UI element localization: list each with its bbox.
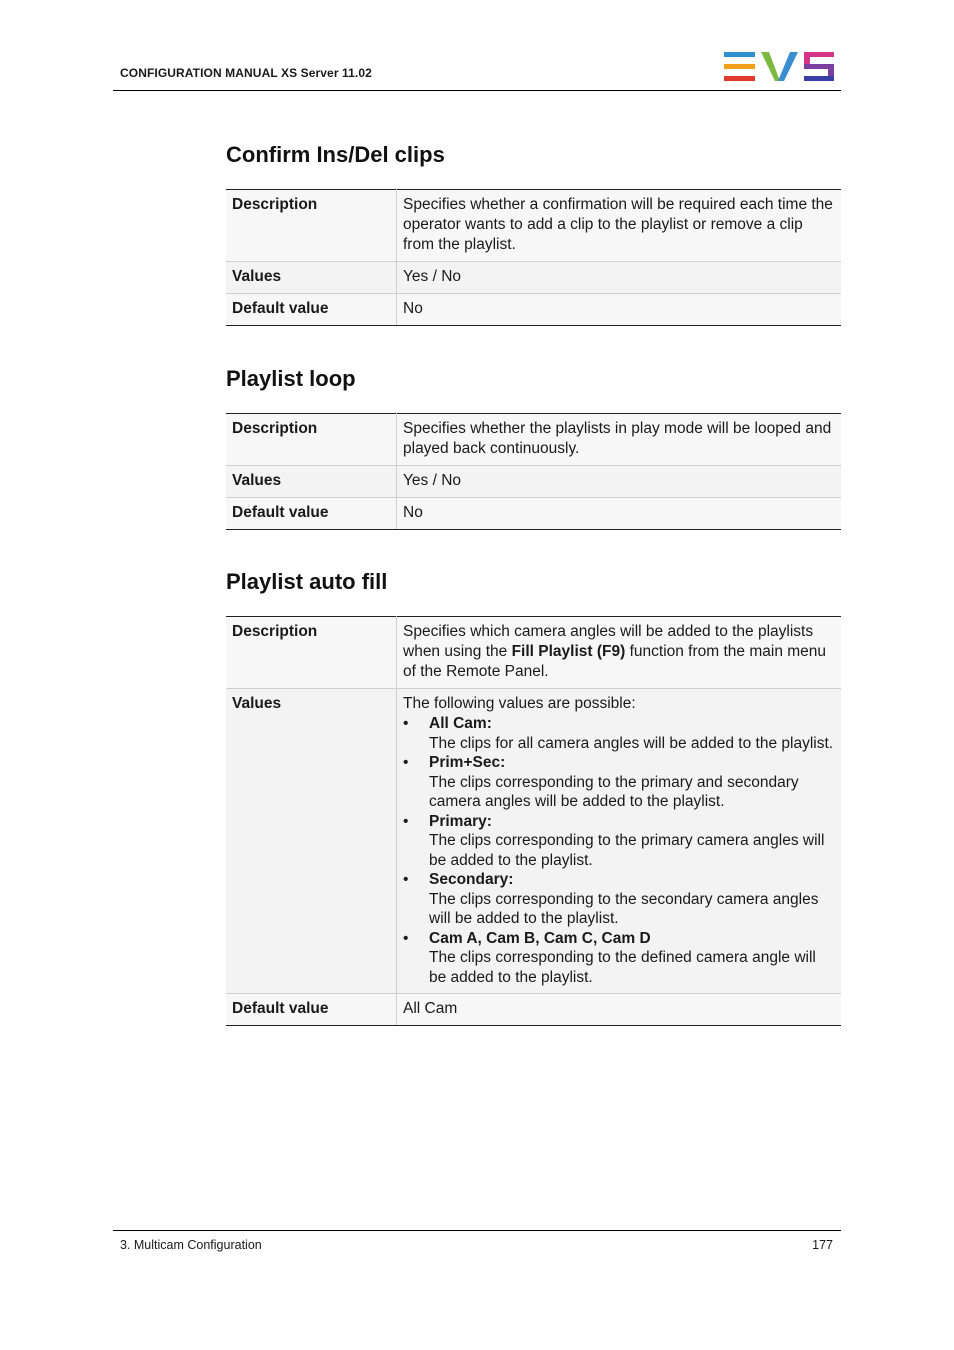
table-row: [226, 689, 841, 994]
table-row: [226, 262, 841, 294]
option-desc: The clips corresponding to the secondary camera angles will be added to the playlist.: [429, 890, 819, 927]
values-intro: The following values are possible:: [403, 695, 636, 712]
option-desc: The clips corresponding to the defined camera angle will be added to the playlist.: [429, 949, 816, 986]
row-label: Default value: [226, 294, 397, 326]
list-item: [403, 714, 835, 753]
option-name: • Prim+Sec:: [429, 754, 506, 771]
param-table-playlist-loop: [226, 413, 841, 530]
row-label: Default value: [226, 498, 397, 530]
evs-logo: [724, 52, 836, 82]
fill-playlist-command: Fill Playlist (F9): [511, 643, 626, 660]
values-text: Yes / No: [397, 466, 842, 498]
logo-e-top-bar: [724, 52, 755, 57]
logo-e-mid-bar: [724, 64, 755, 69]
list-item: [403, 870, 835, 929]
table-row: [226, 617, 841, 689]
default-value-text: No: [397, 498, 842, 530]
option-desc: The clips corresponding to the primary camera angles will be added to the playlist.: [429, 832, 825, 869]
description-post: function from the main menu of the Remote Panel.: [403, 643, 827, 680]
logo-v-left: [761, 52, 780, 81]
logo-v-right: [778, 52, 798, 81]
option-name: • All Cam:: [429, 715, 492, 732]
description-pre: Specifies which camera angles will be added to the playlists when using the: [403, 623, 814, 660]
description-text: [397, 617, 842, 689]
table-row: [226, 498, 841, 530]
table-row: [226, 994, 841, 1026]
default-value-text: No: [397, 294, 842, 326]
values-text: Yes / No: [397, 262, 842, 294]
logo-e-bot-bar: [724, 76, 755, 81]
logo-s-bot: [804, 76, 834, 81]
section-title-confirm-ins-del: Confirm Ins/Del clips: [226, 142, 445, 167]
section-title-playlist-auto-fill: Playlist auto fill: [226, 569, 388, 594]
list-item: [403, 753, 835, 812]
row-label: Description: [226, 190, 397, 262]
param-table-playlist-auto-fill: [226, 616, 841, 1026]
row-label: Values: [226, 262, 397, 294]
list-item: [403, 929, 835, 988]
param-table-confirm-ins-del: [226, 189, 841, 326]
table-row: [226, 294, 841, 326]
option-desc: The clips for all camera angles will be added to the playlist.: [429, 734, 834, 752]
row-label: Description: [226, 617, 397, 689]
description-text: Specifies whether a confirmation will be required each time the operator wants to add a clip to the playlist or remove a clip from the playlist.: [397, 190, 842, 262]
page-number: 177: [812, 1238, 833, 1252]
option-desc: The clips corresponding to the primary and secondary camera angles will be added to the playlist.: [429, 773, 799, 810]
header-rule: [113, 90, 841, 91]
option-name: • Cam A, Cam B, Cam C, Cam D: [429, 929, 651, 947]
row-label: Values: [226, 466, 397, 498]
option-name: • Primary:: [429, 812, 492, 830]
list-item: [403, 812, 835, 871]
row-label: Default value: [226, 994, 397, 1026]
footer-chapter: 3. Multicam Configuration: [120, 1238, 262, 1252]
table-row: [226, 414, 841, 466]
table-row: [226, 190, 841, 262]
section-title-playlist-loop: Playlist loop: [226, 366, 356, 391]
row-label: Description: [226, 414, 397, 466]
footer-rule: [113, 1230, 841, 1231]
values-cell: [397, 689, 842, 994]
running-header: CONFIGURATION MANUAL XS Server 11.02: [120, 66, 372, 80]
description-text: Specifies whether the playlists in play mode will be looped and played back continuously.: [397, 414, 842, 466]
options-list: [403, 714, 835, 987]
row-label: Values: [226, 689, 397, 994]
table-row: [226, 466, 841, 498]
default-value-text: All Cam: [397, 994, 842, 1026]
option-name: • Secondary:: [429, 871, 514, 888]
